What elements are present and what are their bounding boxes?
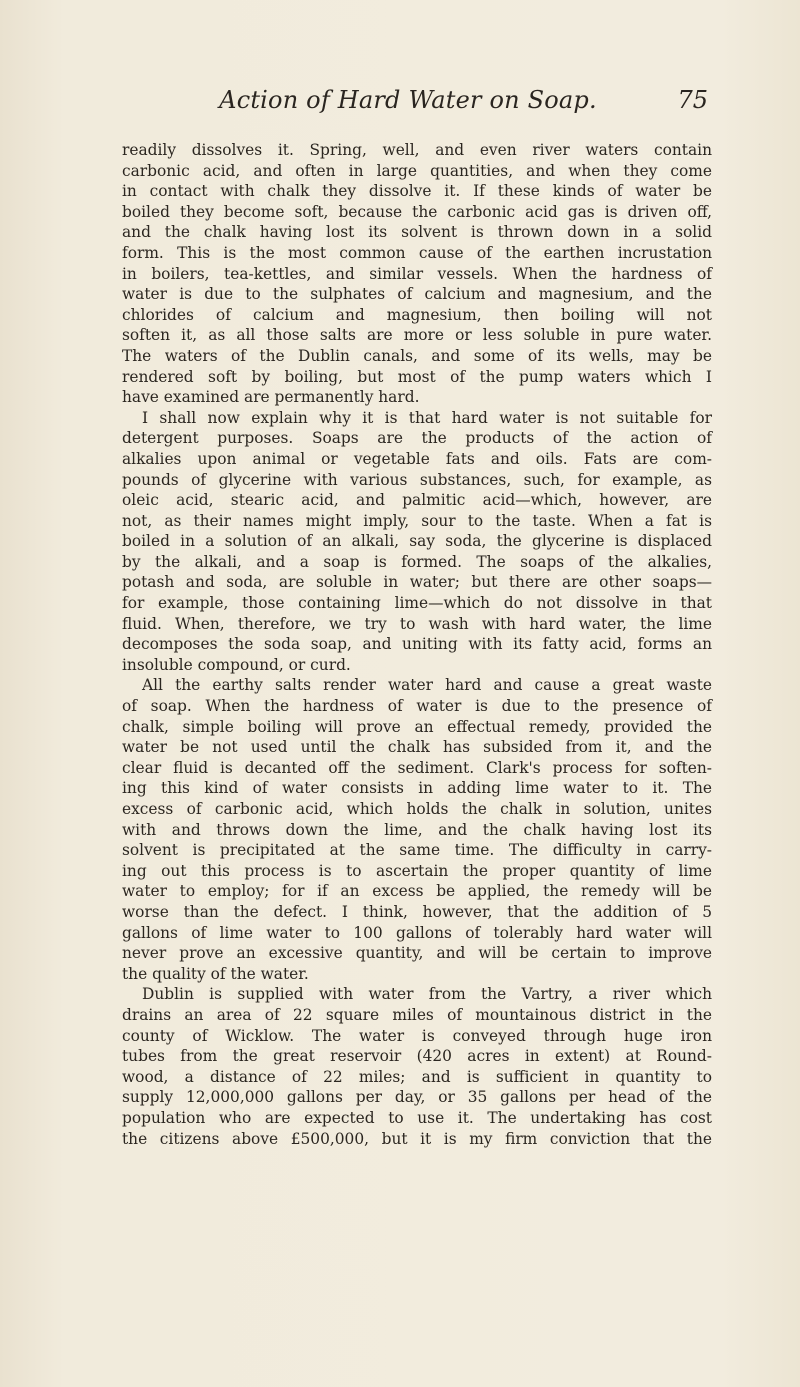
text-line: Dublin is supplied with water from the Vartry, a river which [142, 985, 712, 1004]
text-line: tubes from the great reservoir (420 acres in extent) at Round- [122, 1047, 712, 1066]
text-line: not, as their names might imply, sour to the taste. When a fat is [122, 511, 712, 530]
text-line: in boilers, tea-kettles, and similar vessels. When the hardness of [122, 264, 712, 283]
body-text [122, 140, 712, 1149]
text-line: water be not used until the chalk has subsided from it, and the [122, 738, 712, 757]
text-line: carbonic acid, and often in large quantities, and when they come [122, 161, 712, 180]
text-line: pounds of glycerine with various substances, such, for example, as [122, 470, 712, 489]
page-number: 75 [677, 86, 708, 114]
text-line: in contact with chalk they dissolve it. If these kinds of water be [122, 182, 712, 201]
text-line: insoluble compound, or curd. [122, 655, 351, 674]
text-line: ing this kind of water consists in adding lime water to it. The [122, 779, 712, 798]
text-line: of soap. When the hardness of water is due to the presence of [122, 697, 712, 716]
text-line: county of Wicklow. The water is conveyed through huge iron [122, 1026, 712, 1045]
paragraph [122, 140, 712, 408]
text-line: The waters of the Dublin canals, and some of its wells, may be [122, 346, 712, 365]
text-line: fluid. When, therefore, we try to wash with hard water, the lime [122, 614, 712, 633]
text-line: I shall now explain why it is that hard water is not suitable for [142, 408, 712, 427]
text-line: population who are expected to use it. The undertaking has cost [122, 1108, 712, 1127]
text-line: worse than the defect. I think, however, that the addition of 5 [122, 902, 712, 921]
text-line: with and throws down the lime, and the chalk having lost its [122, 820, 712, 839]
text-line: ing out this process is to ascertain the proper quantity of lime [122, 861, 712, 880]
text-line: have examined are permanently hard. [122, 388, 420, 407]
text-line: detergent purposes. Soaps are the products of the action of [122, 429, 712, 448]
text-line: water to employ; for if an excess be applied, the remedy will be [122, 882, 712, 901]
paragraph [122, 675, 712, 984]
text-line: alkalies upon animal or vegetable fats and oils. Fats are com- [122, 449, 712, 468]
text-line: decomposes the soda soap, and uniting with its fatty acid, forms an [122, 635, 712, 654]
text-line: chlorides of calcium and magnesium, then boiling will not [122, 305, 712, 324]
running-title: Action of Hard Water on Soap. [219, 86, 597, 114]
text-line: rendered soft by boiling, but most of the pump waters which I [122, 367, 712, 386]
page-header [108, 86, 708, 122]
paragraph [122, 984, 712, 1149]
text-line: excess of carbonic acid, which holds the chalk in solution, unites [122, 800, 712, 818]
text-line: the citizens above £500,000, but it is my firm conviction that the [122, 1129, 712, 1148]
text-line: clear fluid is decanted off the sediment. Clark's process for soften- [122, 758, 712, 777]
text-line: and the chalk having lost its solvent is thrown down in a solid [122, 223, 712, 242]
text-line: drains an area of 22 square miles of mountainous district in the [122, 1005, 712, 1024]
text-line: All the earthy salts render water hard and cause a great waste [142, 676, 712, 695]
text-line: boiled in a solution of an alkali, say soda, the glycerine is displaced [122, 532, 712, 551]
text-line: potash and soda, are soluble in water; but there are other soaps— [122, 573, 712, 592]
text-line: wood, a distance of 22 miles; and is sufficient in quantity to [122, 1067, 712, 1086]
text-line: boiled they become soft, because the carbonic acid gas is driven off, [122, 202, 712, 221]
text-line: soften it, as all those salts are more or less soluble in pure water. [122, 326, 712, 345]
text-line: water is due to the sulphates of calcium and magnesium, and the [122, 285, 712, 304]
paragraph [122, 408, 712, 676]
text-line: by the alkali, and a soap is formed. The soaps of the alkalies, [122, 552, 712, 571]
text-line: the quality of the water. [122, 964, 309, 983]
text-line: gallons of lime water to 100 gallons of tolerably hard water will [122, 923, 712, 942]
text-line: solvent is precipitated at the same time. The difficulty in carry- [122, 841, 712, 860]
text-line: oleic acid, stearic acid, and palmitic acid—which, however, are [122, 491, 712, 510]
text-line: supply 12,000,000 gallons per day, or 35 gallons per head of the [122, 1088, 712, 1107]
text-line: readily dissolves it. Spring, well, and even river waters contain [122, 141, 712, 159]
text-line: for example, those containing lime—which do not dissolve in that [122, 594, 712, 613]
text-line: chalk, simple boiling will prove an effectual remedy, provided the [122, 717, 712, 736]
text-line: never prove an excessive quantity, and will be certain to improve [122, 944, 712, 963]
text-line: form. This is the most common cause of the earthen incrustation [122, 243, 712, 262]
